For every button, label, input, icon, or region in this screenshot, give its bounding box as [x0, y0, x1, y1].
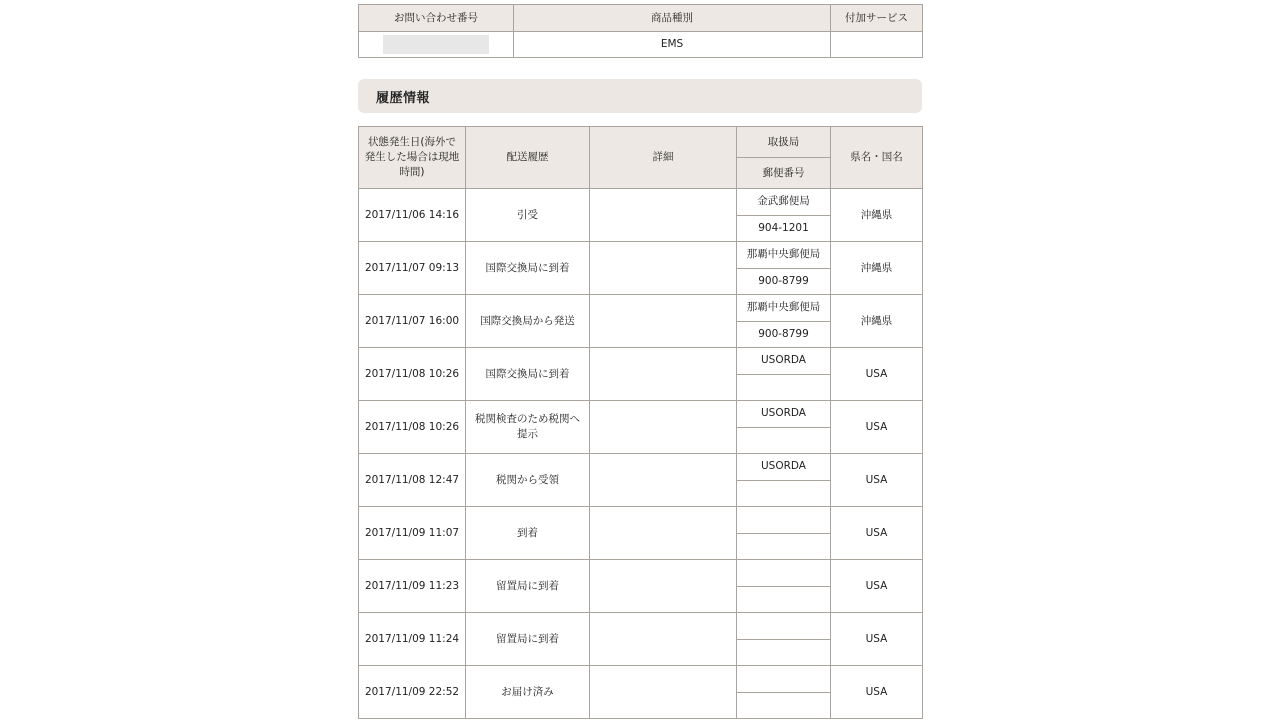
status-cell: 留置局に到着 [466, 613, 590, 666]
history-row [359, 454, 923, 481]
region-cell: 沖縄県 [831, 189, 923, 242]
status-cell: 到着 [466, 507, 590, 560]
postal-cell [737, 586, 831, 613]
postal-cell: 900-8799 [737, 321, 831, 348]
detail-header: 詳細 [590, 127, 737, 189]
postal-header: 郵便番号 [737, 158, 831, 189]
history-row [359, 348, 923, 375]
summary-row [359, 32, 923, 58]
history-row [359, 666, 923, 693]
region-cell: USA [831, 401, 923, 454]
date-cell: 2017/11/07 16:00 [359, 295, 466, 348]
office-cell: USORDA [737, 401, 831, 428]
region-cell: USA [831, 560, 923, 613]
inquiry-number-cell [359, 32, 514, 58]
office-cell: 那覇中央郵便局 [737, 242, 831, 269]
status-cell: 税関検査のため税関へ提示 [466, 401, 590, 454]
postal-cell: 900-8799 [737, 268, 831, 295]
date-header: 状態発生日(海外で発生した場合は現地時間) [359, 127, 466, 189]
postal-cell [737, 427, 831, 454]
summary-header-row [359, 5, 923, 32]
office-header: 取扱局 [737, 127, 831, 158]
status-cell: 国際交換局から発送 [466, 295, 590, 348]
history-row [359, 242, 923, 269]
office-cell: 那覇中央郵便局 [737, 295, 831, 322]
history-table [358, 126, 923, 719]
history-row [359, 507, 923, 534]
postal-cell [737, 533, 831, 560]
history-section-title: 履歴情報 [358, 79, 922, 113]
history-row [359, 613, 923, 640]
region-header: 県名・国名 [831, 127, 923, 189]
summary-table [358, 4, 923, 58]
postal-cell [737, 480, 831, 507]
history-row [359, 189, 923, 216]
history-row [359, 401, 923, 428]
detail-cell [590, 401, 737, 454]
inquiry-number-header: お問い合わせ番号 [359, 5, 514, 32]
date-cell: 2017/11/09 11:24 [359, 613, 466, 666]
region-cell: USA [831, 613, 923, 666]
date-cell: 2017/11/09 22:52 [359, 666, 466, 719]
status-header: 配送履歴 [466, 127, 590, 189]
region-cell: 沖縄県 [831, 242, 923, 295]
detail-cell [590, 242, 737, 295]
status-cell: 留置局に到着 [466, 560, 590, 613]
detail-cell [590, 560, 737, 613]
history-header-row [359, 127, 923, 158]
region-cell: USA [831, 666, 923, 719]
office-cell: 金武郵便局 [737, 189, 831, 216]
office-cell [737, 560, 831, 587]
status-cell: 国際交換局に到着 [466, 242, 590, 295]
date-cell: 2017/11/08 12:47 [359, 454, 466, 507]
status-cell: 国際交換局に到着 [466, 348, 590, 401]
detail-cell [590, 454, 737, 507]
region-cell: USA [831, 348, 923, 401]
office-cell [737, 507, 831, 534]
extra-service-header: 付加サービス [831, 5, 923, 32]
history-row [359, 295, 923, 322]
postal-cell [737, 374, 831, 401]
date-cell: 2017/11/09 11:23 [359, 560, 466, 613]
tracking-page [358, 4, 922, 719]
status-cell: 引受 [466, 189, 590, 242]
detail-cell [590, 507, 737, 560]
product-type-header: 商品種別 [514, 5, 831, 32]
postal-cell [737, 692, 831, 719]
office-cell [737, 666, 831, 693]
status-cell: お届け済み [466, 666, 590, 719]
date-cell: 2017/11/06 14:16 [359, 189, 466, 242]
postal-cell: 904-1201 [737, 215, 831, 242]
detail-cell [590, 613, 737, 666]
history-row [359, 560, 923, 587]
status-cell: 税関から受領 [466, 454, 590, 507]
detail-cell [590, 348, 737, 401]
date-cell: 2017/11/08 10:26 [359, 348, 466, 401]
office-cell [737, 613, 831, 640]
date-cell: 2017/11/09 11:07 [359, 507, 466, 560]
detail-cell [590, 295, 737, 348]
region-cell: USA [831, 454, 923, 507]
extra-service-cell [831, 32, 923, 58]
product-type-cell: EMS [514, 32, 831, 58]
date-cell: 2017/11/08 10:26 [359, 401, 466, 454]
office-cell: USORDA [737, 348, 831, 375]
region-cell: USA [831, 507, 923, 560]
postal-cell [737, 639, 831, 666]
detail-cell [590, 189, 737, 242]
detail-cell [590, 666, 737, 719]
region-cell: 沖縄県 [831, 295, 923, 348]
office-cell: USORDA [737, 454, 831, 481]
date-cell: 2017/11/07 09:13 [359, 242, 466, 295]
masked-inquiry-number [383, 35, 489, 54]
